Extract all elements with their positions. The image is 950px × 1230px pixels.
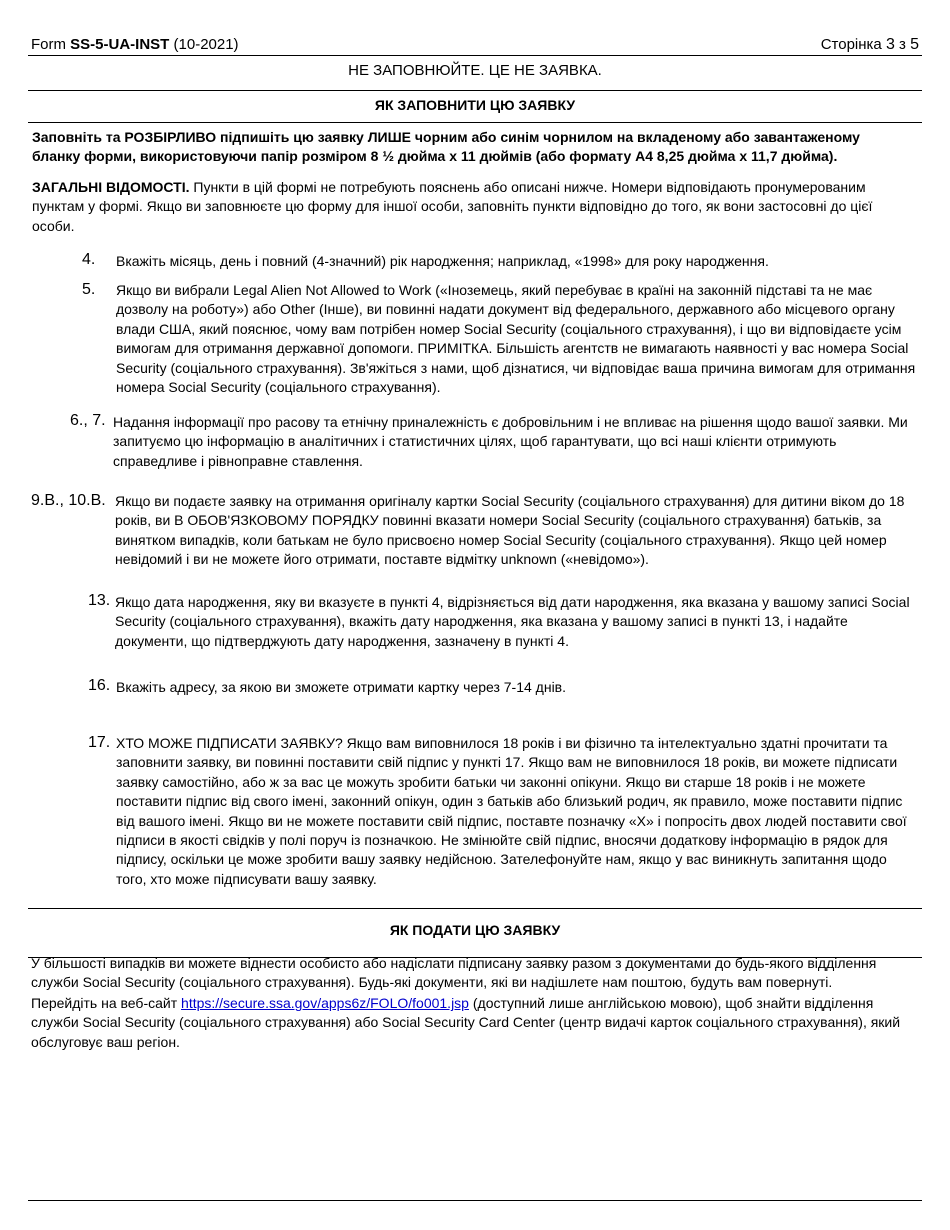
item-text: ХТО МОЖЕ ПІДПИСАТИ ЗАЯВКУ? Якщо вам виповнилося 18 років і ви фізично та інтелектуально здатні прочитати та заповнити заявку, ви повинні поставити свій підпис у пункті 17. Якщо вам не виповнилося 18 років, ви можете підписати заявку самостійно, або ж за вас це можуть зробити батьки чи законні опікуни. Якщо ви старше 18 років і не можете поставити підпис від свого імені, законний опікун, один з батьків або близький родич, як правило, може поставити підпис від вашого імені. Якщо ви не можете поставити свій підпис, поставте позначку «Х» і попросіть двох людей поставити свої підписи в якості свідків у полі поруч із позначкою. Не змінюйте свій підпис, вносячи додаткову інформацію в рядок для підпису, оскільки це може зробити вашу заявку недійсною. Зателефонуйте нам, якщо у вас виникнуть запитання щодо того, хто може підписувати вашу заявку.	[116, 735, 907, 887]
item-number: 16.	[88, 677, 111, 694]
submit-text-2	[31, 994, 911, 1052]
item-text: Якщо ви подаєте заявку на отримання оригіналу картки Social Security (соціального страхування) для дитини віком до 18 років, ви В ОБОВ'ЯЗКОВОМУ ПОРЯДКУ повинні вказати номери Social Security (соціального страхування) батьків, за винятком випадків, коли батькам не було присвоєно номер Social Security (соціального страхування). Якщо цей номер невідомий і ви не можете його отримати, поставте відмітку unknown («невідомо»).	[115, 493, 905, 568]
form-id: SS-5-UA-INST	[70, 36, 170, 53]
form-header	[31, 36, 239, 53]
section1-divider	[28, 122, 922, 123]
not-application-notice: НЕ ЗАПОВНЮЙТЕ. ЦЕ НЕ ЗАЯВКА.	[348, 62, 602, 79]
form-date: (10-2021)	[173, 36, 239, 53]
item-number: 6., 7.	[70, 412, 106, 429]
item-number: 9.B., 10.B.	[31, 492, 106, 509]
page-sep: з	[899, 36, 906, 53]
general-info	[32, 178, 902, 236]
item-number: 13.	[88, 592, 111, 609]
section-title-how-to-fill: ЯК ЗАПОВНИТИ ЦЮ ЗАЯВКУ	[374, 97, 576, 113]
notice-divider	[28, 90, 922, 91]
page-indicator	[821, 36, 919, 54]
item-number: 17.	[88, 734, 111, 751]
item-text: Вкажіть адресу, за якою ви зможете отримати картку через 7-14 днів.	[116, 679, 567, 695]
intro-instructions: Заповніть та РОЗБІРЛИВО підпишіть цю заявку ЛИШЕ чорним або синім чорнилом на вкладеному або завантаженому бланку форми, використовуючи папір розміром 8 ½ дюйма х 11 дюймів (або формату A4 8,25 дюйма х 11,7 дюйма).	[32, 129, 860, 165]
general-info-label: ЗАГАЛЬНІ ВІДОМОСТІ.	[32, 179, 190, 195]
section2-top-divider	[28, 908, 922, 909]
submit-text-1: У більшості випадків ви можете віднести особисто або надіслати підписану заявку разом з документами до будь-якого відділення служби Social Security (соціального страхування). Будь-які документи, які ви надішлете нам поштою, будуть вам повернуті.	[31, 955, 877, 991]
item-text: Вкажіть місяць, день і повний (4-значний) рік народження; наприклад, «1998» для року народження.	[116, 253, 769, 269]
form-prefix: Form	[31, 36, 66, 53]
page-current: 3	[885, 36, 895, 53]
item-number: 5.	[82, 281, 96, 298]
footer-divider	[28, 1200, 922, 1201]
header-divider	[28, 55, 922, 56]
item-text: Якщо ви вибрали Legal Alien Not Allowed to Work («Іноземець, який перебуває в країні на законній підставі та не має дозволу на роботу») або Other (Інше), ви повинні надати документ від федерального, державного або місцевого органу влади США, який пояснює, чому вам потрібен номер Social Security (соціального страхування), і що ви відповідаєте усім вимогам для отримання державної допомоги. ПРИМІТКА. Більшість агентств не вимагають наявності у вас номера Social Security (соціального страхування). Зв'яжіться з нами, щоб дізнатися, чи відповідає ваша причина вимогам для отримання номера Social Security (соціального страхування).	[116, 282, 916, 396]
submit-text-2-after: (доступний лише англійською мовою), щоб знайти відділення служби Social Security (соціального страхування) або Social Security Card Center (центр видачі карток соціального страхування), який обслуговує ваш регіон.	[31, 995, 901, 1050]
page-label: Сторінка	[820, 36, 882, 53]
item-text: Якщо дата народження, яку ви вказуєте в пункті 4, відрізняється від дати народження, яка вказана у вашому записі Social Security (соціального страхування), вкажіть дату народження, яка вказана у вашому записі в пункті 13, і надайте документи, що підтверджують дату народження, зазначену в пункті 4.	[115, 594, 910, 649]
item-number: 4.	[82, 251, 96, 268]
general-info-text: Пункти в цій формі не потребують пояснень або описані нижче. Номери відповідають пронумерованим пунктам у формі. Якщо ви заповнюєте цю форму для іншої особи, заповніть пункти відповідно до того, як вони застосовні до цієї особи.	[32, 179, 873, 234]
page-total: 5	[910, 36, 919, 53]
ssa-office-locator-link[interactable]: https://secure.ssa.gov/apps6z/FOLO/fo001.jsp	[181, 995, 469, 1011]
submit-text-2-before: Перейдіть на веб-сайт	[31, 995, 178, 1011]
section-title-how-to-submit: ЯК ПОДАТИ ЦЮ ЗАЯВКУ	[389, 922, 561, 938]
item-text: Надання інформації про расову та етнічну приналежність є добровільним і не впливає на рішення щодо вашої заявки. Ми запитуємо цю інформацію в аналітичних і статистичних цілях, щоб гарантувати, що всі наші клієнти отримують справедливе і рівноправне ставлення.	[113, 414, 908, 469]
